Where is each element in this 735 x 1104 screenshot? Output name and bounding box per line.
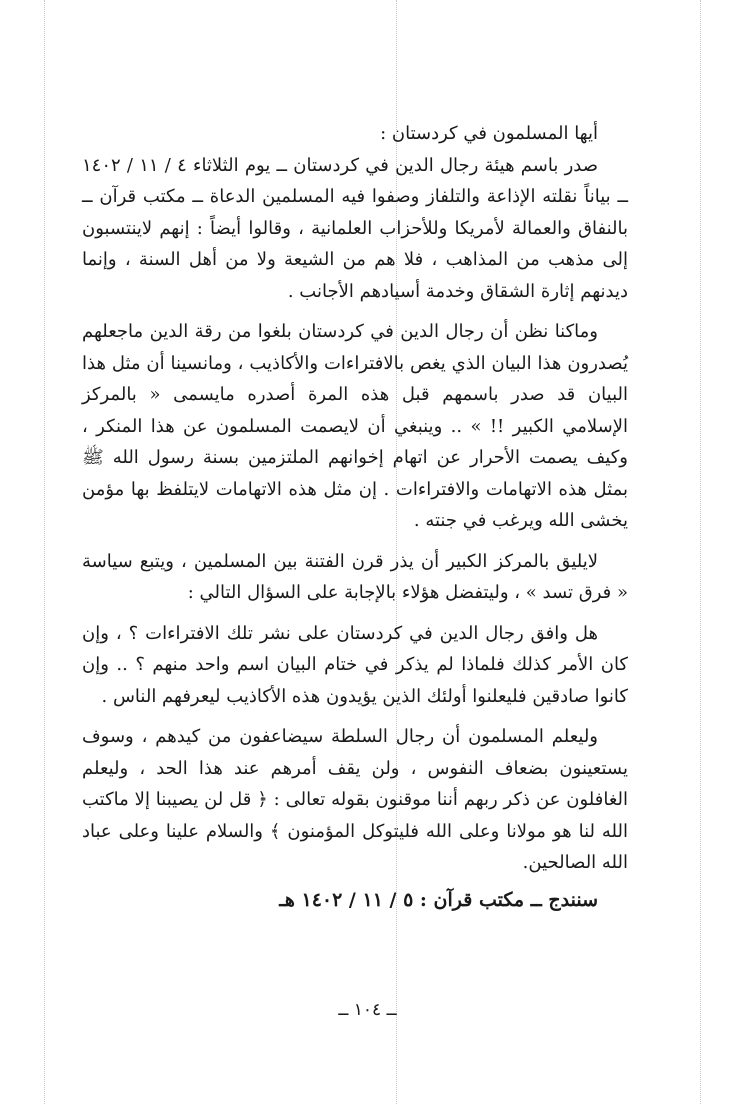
scan-artifact-dots [700, 0, 701, 1104]
heading: أيها المسلمون في كردستان : [380, 123, 598, 144]
paragraph: وليعلم المسلمون أن رجال السلطة سيضاعفون من كيدهم ، وسوف يستعينون بضعاف النفوس ، ولن يقف أمرهم عند هذا الحد ، وليعلم الغافلون عن ذكر ربهم أننا موقنون بقوله تعالى : ﴿ قل لن يصيبنا إلا ماكتب الله لنا هو مولانا وعلى الله فليتوكل المؤمنون ﴾ والسلام علينا وعلى عباد الله الصالحين. [82, 726, 628, 873]
scan-artifact-dots [44, 0, 45, 1104]
paragraph: وماكنا نظن أن رجال الدين في كردستان بلغوا من رقة الدين ماجعلهم يُصدرون هذا البيان الذي يغص بالافتراءات والأكاذيب ، ومانسينا أن مثل هذا البيان قد صدر باسمهم قبل هذه المرة أصدره مايسمى « بالمركز الإسلامي الكبير !! » .. وينبغي أن لايصمت المسلمون عن هذا المنكر ، وكيف يصمت الأحرار عن اتهام إخوانهم الملتزمين بسنة رسول الله ﷺ بمثل هذه الاتهامات والافتراءات . إن مثل هذه الاتهامات لايتلفظ بها مؤمن يخشى الله ويرغب في جنته . [82, 321, 628, 531]
page-number: ــ ١٠٤ ــ [338, 1000, 397, 1020]
paragraph: هل وافق رجال الدين في كردستان على نشر تلك الافتراءات ؟ ، وإن كان الأمر كذلك فلماذا لم يذكر في ختام البيان اسم واحد منهم ؟ .. وإن كانوا صادقين فليعلنوا أولئك الذين يؤيدون هذه الأكاذيب ليعرفهم الناس . [82, 622, 628, 707]
paragraph: صدر باسم هيئة رجال الدين في كردستان ــ يوم الثلاثاء ٤ / ١١ / ١٤٠٢ ــ بياناً نقلته الإذاعة والتلفاز وصفوا فيه المسلمين الدعاة ــ مكتب قرآن ــ بالنفاق والعمالة لأمريكا وللأحزاب العلمانية ، وقالوا أيضاً : إنهم لاينتسبون إلى مذهب من المذاهب ، فلا هم من الشيعة ولا من أهل السنة ، وإنما ديدنهم إثارة الشقاق وخدمة أسيادهم الأجانب . [82, 154, 628, 302]
closing-signature: سنندج ــ مكتب قرآن : ٥ / ١١ / ١٤٠٢ هـ [279, 888, 598, 911]
paragraph: لايليق بالمركز الكبير أن يذر قرن الفتنة بين المسلمين ، ويتبع سياسة « فرق تسد » ، وليتفضل هؤلاء بالإجابة على السؤال التالي : [82, 550, 628, 603]
document-page [82, 118, 628, 916]
